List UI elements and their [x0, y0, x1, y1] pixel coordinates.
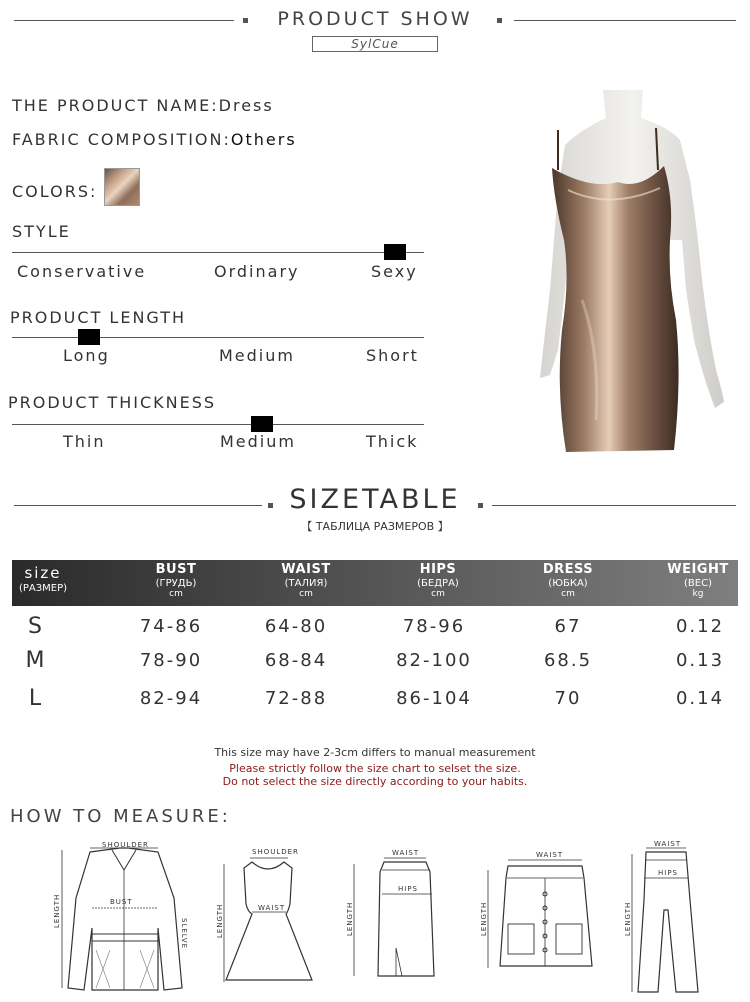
th-weight: WEIGHT (ВЕС) kg — [667, 562, 729, 599]
thickness-option-thin: Thin — [63, 432, 106, 451]
sizetable-title: SIZETABLE — [289, 484, 461, 515]
label-waist-3: WAIST — [392, 849, 420, 857]
th-size: size (РАЗМЕР) — [18, 564, 68, 594]
cell-bust-s: 74-86 — [139, 616, 203, 637]
thickness-scale-title: PRODUCT THICKNESS — [8, 393, 216, 412]
how-to-measure-title: HOW TO MEASURE: — [10, 806, 231, 827]
measurement-note: This size may have 2-3cm differs to manual measurement — [214, 746, 536, 759]
cell-bust-m: 78-90 — [139, 650, 203, 671]
cell-waist-l: 72-88 — [264, 688, 328, 709]
cell-size-m: M — [25, 648, 47, 673]
label-length: LENGTH — [53, 893, 61, 928]
cell-size-l: L — [28, 686, 44, 711]
cell-dress-s: 67 — [554, 616, 582, 637]
style-scale-track — [12, 252, 424, 253]
cell-dress-m: 68.5 — [543, 650, 593, 671]
header-rule-right — [514, 20, 736, 21]
cell-waist-s: 64-80 — [264, 616, 328, 637]
measure-figure-skirt — [346, 848, 446, 992]
product-name-row — [12, 96, 274, 115]
brand-label: SylCue — [312, 36, 438, 52]
th-bust: BUST (ГРУДЬ) cm — [155, 562, 197, 599]
label-waist-4: WAIST — [536, 851, 564, 859]
length-scale-track — [12, 337, 424, 338]
thickness-scale-marker — [251, 416, 273, 432]
product-name-value: Dress — [218, 96, 274, 115]
fabric-row — [12, 130, 297, 149]
fabric-value: Others — [230, 130, 297, 149]
fabric-label: FABRIC COMPOSITION: — [12, 130, 231, 149]
measure-figure-jacket — [50, 838, 200, 1000]
cell-weight-l: 0.14 — [675, 688, 725, 709]
thickness-option-thick: Thick — [366, 432, 419, 451]
label-hips-3: HIPS — [398, 885, 418, 893]
length-option-short: Short — [366, 346, 419, 365]
label-sleeve: SLELVE — [180, 918, 188, 950]
size-warning-1: Please strictly follow the size chart to selset the size. — [229, 762, 521, 775]
cell-bust-l: 82-94 — [139, 688, 203, 709]
product-name-label: THE PRODUCT NAME: — [12, 96, 219, 115]
dress-shape — [552, 166, 679, 452]
cell-weight-m: 0.13 — [675, 650, 725, 671]
thickness-scale-track — [12, 424, 424, 425]
label-shoulder-2: SHOULDER — [252, 848, 299, 856]
sizetable-subtitle: 【 ТАБЛИЦА РАЗМЕРОВ 】 — [301, 520, 449, 533]
size-table-header — [12, 560, 738, 606]
th-hips: HIPS (БЕДРА) cm — [417, 562, 459, 599]
cell-weight-s: 0.12 — [675, 616, 725, 637]
style-option-sexy: Sexy — [371, 262, 418, 281]
sizetable-rule-right — [492, 505, 736, 506]
length-option-medium: Medium — [219, 346, 295, 365]
cell-waist-m: 68-84 — [264, 650, 328, 671]
size-warning-2: Do not select the size directly according to your habits. — [222, 775, 528, 788]
measure-figure-shorts — [478, 850, 608, 979]
thickness-option-medium: Medium — [220, 432, 296, 451]
style-scale-marker — [384, 244, 406, 260]
cell-hips-l: 86-104 — [396, 688, 472, 709]
label-bust: BUST — [110, 898, 133, 906]
label-length-2: LENGTH — [216, 903, 224, 938]
label-length-3: LENGTH — [346, 901, 354, 936]
label-length-4: LENGTH — [480, 901, 488, 936]
length-option-long: Long — [63, 346, 110, 365]
sizetable-dot-right — [478, 503, 483, 508]
page-title: PRODUCT SHOW — [277, 8, 473, 30]
product-photo — [510, 90, 740, 475]
measure-figure-pants — [624, 840, 724, 1002]
th-dress: DRESS (ЮБКА) cm — [542, 562, 594, 599]
length-scale-title: PRODUCT LENGTH — [10, 308, 187, 327]
label-hips-5: HIPS — [658, 869, 678, 877]
cell-size-s: S — [28, 614, 44, 639]
label-shoulder: SHOULDER — [102, 841, 149, 849]
style-option-ordinary: Ordinary — [214, 262, 300, 281]
style-option-conservative: Conservative — [17, 262, 147, 281]
cell-dress-l: 70 — [554, 688, 582, 709]
label-waist-5: WAIST — [654, 840, 682, 848]
length-scale-marker — [78, 329, 100, 345]
header-dot-right — [497, 18, 502, 23]
measure-figure-dress — [218, 846, 318, 990]
color-swatch[interactable] — [104, 168, 140, 206]
th-waist: WAIST (ТАЛИЯ) cm — [281, 562, 331, 599]
cell-hips-m: 82-100 — [396, 650, 472, 671]
label-length-5: LENGTH — [624, 901, 632, 936]
label-waist-2: WAIST — [258, 904, 286, 912]
style-scale-title: STYLE — [12, 222, 71, 241]
colors-label: COLORS: — [12, 182, 98, 201]
cell-hips-s: 78-96 — [402, 616, 466, 637]
